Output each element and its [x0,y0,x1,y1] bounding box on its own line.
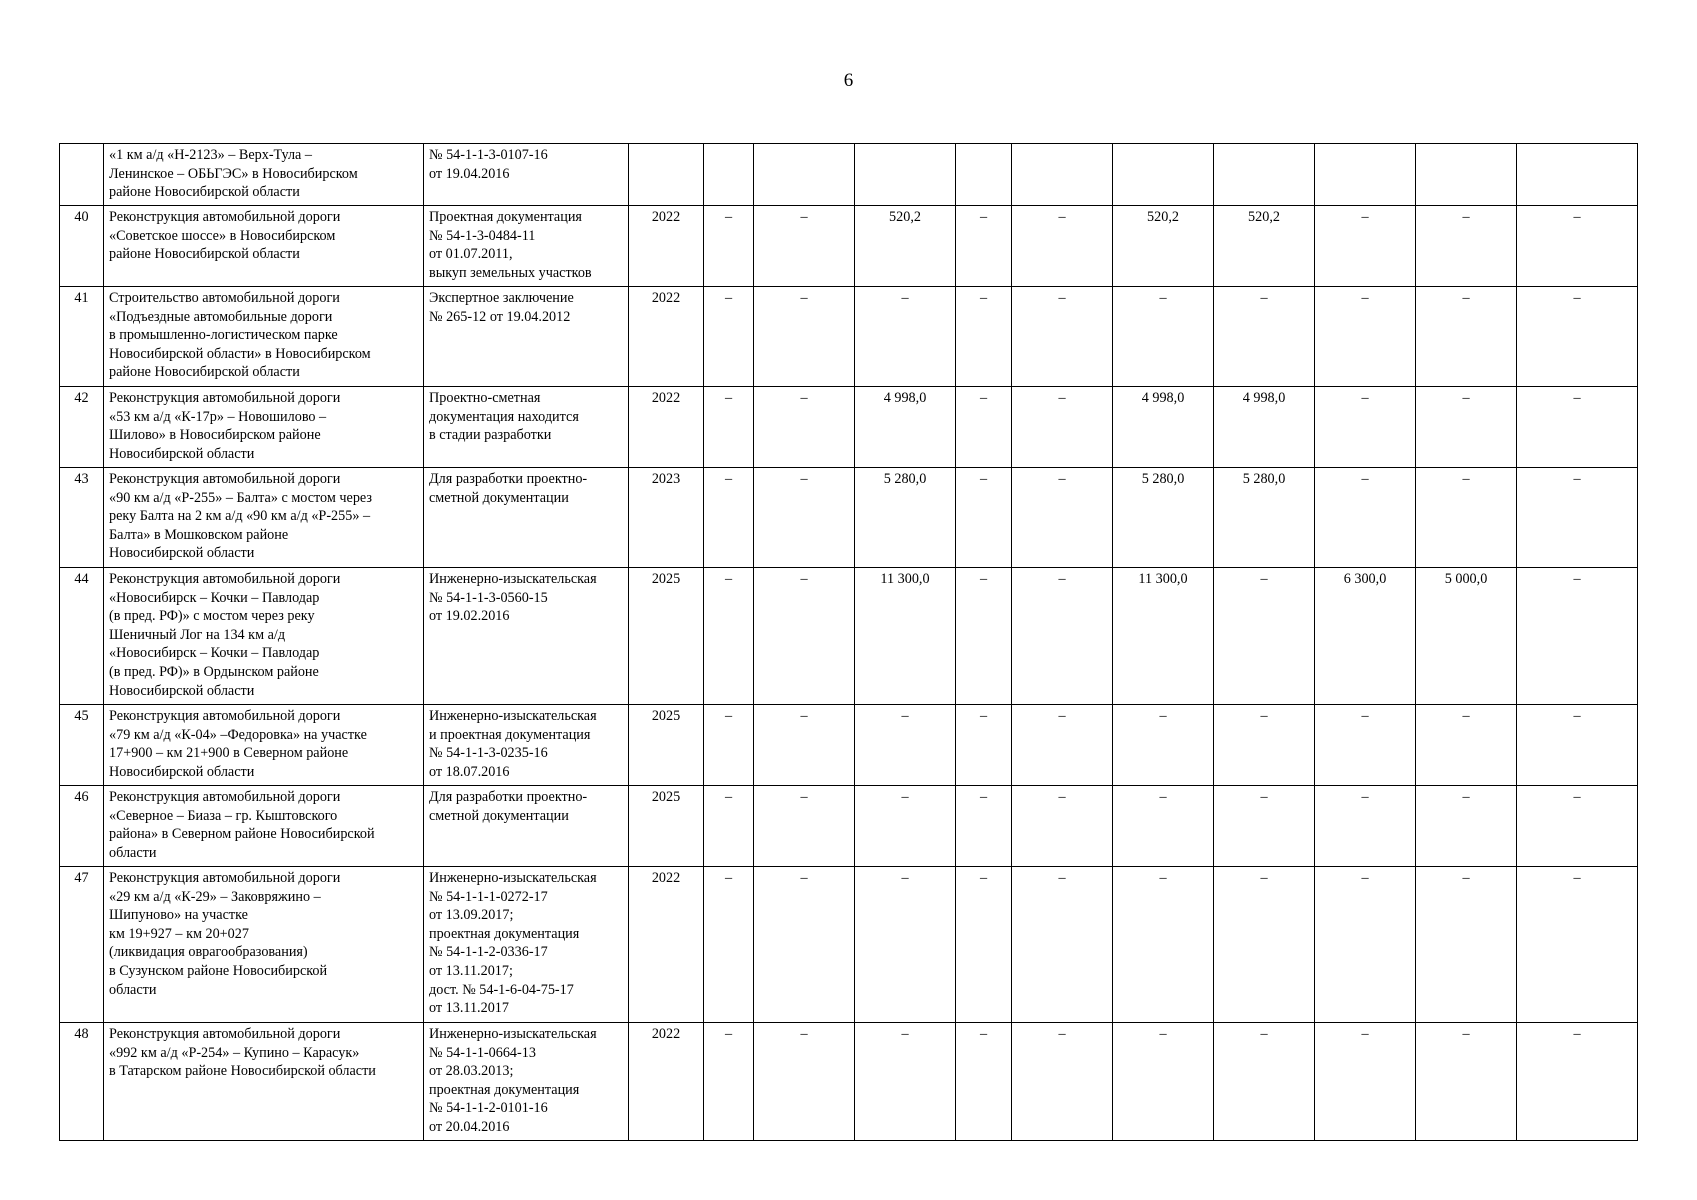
value-cell: 4 998,0 [1214,387,1315,468]
object-name-line: в промышленно-логистическом парке [109,327,338,344]
value-cell: – [1416,786,1517,867]
value-cell: – [1012,287,1113,387]
object-name-line: районе Новосибирской области [109,184,300,201]
object-name-line: Новосибирской области [109,545,255,562]
object-name-line: Шилово» в Новосибирском районе [109,427,321,444]
year-cell: 2025 [629,568,704,705]
value-cell: – [1012,568,1113,705]
object-name-line: Реконструкция автомобильной дороги [109,1026,341,1042]
value-cell [1517,144,1638,206]
value-cell: – [704,867,754,1023]
value-cell: – [1517,387,1638,468]
object-name-line: Реконструкция автомобильной дороги [109,471,341,487]
value-cell: 520,2 [1214,206,1315,287]
row-number: 40 [60,206,104,287]
object-name-line: «29 км а/д «К-29» – Заковряжино – [109,888,321,905]
document-line: от 13.11.2017; [429,962,513,979]
object-name-line: области [109,844,157,861]
value-cell: – [956,287,1012,387]
object-name-line: в Сузунском районе Новосибирской [109,962,328,979]
document-line: проектная документация [429,925,580,942]
value-cell: – [754,705,855,786]
document-line: сметной документации [429,807,569,824]
value-cell: – [956,1023,1012,1141]
value-cell: – [956,705,1012,786]
row-number: 47 [60,867,104,1023]
object-name-line: Балта» в Мошковском районе [109,526,289,543]
value-cell: 6 300,0 [1315,568,1416,705]
document-line: № 54-1-1-3-0107-16 [429,147,548,163]
value-cell: – [754,287,855,387]
document-line: выкуп земельных участков [429,264,592,281]
row-number: 48 [60,1023,104,1141]
table-row [60,786,1638,867]
value-cell: – [1113,705,1214,786]
value-cell: – [1517,287,1638,387]
document-line: и проектная документация [429,726,591,743]
value-cell: 11 300,0 [855,568,956,705]
document-cell [424,867,629,1023]
value-cell: – [956,568,1012,705]
object-name-line: «53 км а/д «К-17р» – Новошилово – [109,408,327,425]
document-line: Проектная документация [429,209,582,225]
value-cell: – [754,1023,855,1141]
document-line: Проектно-сметная [429,390,541,406]
value-cell: – [1012,468,1113,568]
object-name-line: Реконструкция автомобильной дороги [109,789,341,805]
object-name-cell [104,287,424,387]
object-name-line: реку Балта на 2 км а/д «90 км а/д «Р-255» – [109,508,371,525]
value-cell: – [1416,705,1517,786]
object-name-line: районе Новосибирской области [109,246,300,263]
value-cell [754,144,855,206]
table-row [60,867,1638,1023]
document-line: Инженерно-изыскательская [429,1026,597,1042]
value-cell: 4 998,0 [855,387,956,468]
value-cell: – [1214,705,1315,786]
value-cell: – [1315,468,1416,568]
object-name-line: «Советское шоссе» в Новосибирском [109,227,336,244]
value-cell: – [1416,387,1517,468]
value-cell: 5 280,0 [1214,468,1315,568]
document-line: от 13.11.2017 [429,1000,509,1017]
document-line: документация находится [429,408,579,425]
document-line: № 54-1-1-2-0336-17 [429,944,548,961]
object-name-line: (в пред. РФ)» в Ордынском районе [109,663,319,680]
year-cell: 2022 [629,1023,704,1141]
document-line: от 19.02.2016 [429,608,510,625]
object-name-line: Шипуново» на участке [109,907,248,924]
value-cell: – [1214,287,1315,387]
value-cell: – [855,786,956,867]
value-cell: – [754,867,855,1023]
document-line: Инженерно-изыскательская [429,708,597,724]
object-name-line: Реконструкция автомобильной дороги [109,209,341,225]
value-cell: – [1315,287,1416,387]
value-cell [1416,144,1517,206]
object-name-line: Новосибирской области [109,763,255,780]
document-cell [424,705,629,786]
value-cell: – [1214,568,1315,705]
table-row [60,206,1638,287]
object-name-line: «Новосибирск – Кочки – Павлодар [109,645,320,662]
value-cell: – [1012,705,1113,786]
value-cell: – [754,468,855,568]
object-name-line: км 19+927 – км 20+027 [109,925,249,942]
value-cell: – [1315,705,1416,786]
object-name-line: «1 км а/д «Н-2123» – Верх-Тула – [109,147,312,163]
object-name-line: Реконструкция автомобильной дороги [109,390,341,406]
object-name-line: 17+900 – км 21+900 в Северном районе [109,745,349,762]
value-cell [855,144,956,206]
table-row [60,468,1638,568]
value-cell: 520,2 [1113,206,1214,287]
document-cell [424,144,629,206]
object-name-line: Шеничный Лог на 134 км а/д [109,626,286,643]
value-cell: – [1517,206,1638,287]
document-line: Инженерно-изыскательская [429,870,597,886]
object-name-line: (ликвидация оврагообразования) [109,944,308,961]
value-cell: – [1517,568,1638,705]
document-line: № 54-1-3-0484-11 [429,227,536,244]
value-cell: – [1416,867,1517,1023]
value-cell: – [855,287,956,387]
object-name-line: Реконструкция автомобильной дороги [109,870,341,886]
object-name-cell [104,1023,424,1141]
document-line: Для разработки проектно- [429,471,588,487]
object-name-line: «79 км а/д «К-04» –Федоровка» на участке [109,726,367,743]
object-name-line: Строительство автомобильной дороги [109,290,340,306]
object-name-line: «Северное – Биаза – гр. Кыштовского [109,807,338,824]
value-cell: – [1214,786,1315,867]
document-line: № 54-1-1-0664-13 [429,1044,536,1061]
object-name-line: Новосибирской области» в Новосибирском [109,345,371,362]
object-name-cell [104,568,424,705]
value-cell: – [1315,206,1416,287]
document-cell [424,287,629,387]
object-name-line: «Новосибирск – Кочки – Павлодар [109,589,320,606]
value-cell: – [754,387,855,468]
document-line: дост. № 54-1-6-04-75-17 [429,981,574,998]
value-cell: – [704,287,754,387]
value-cell: – [704,468,754,568]
document-cell [424,468,629,568]
document-cell [424,206,629,287]
value-cell: – [1517,1023,1638,1141]
value-cell: – [1214,867,1315,1023]
value-cell: – [1113,867,1214,1023]
document-line: сметной документации [429,489,569,506]
table-row [60,568,1638,705]
table-row [60,387,1638,468]
row-number [60,144,104,206]
object-name-line: (в пред. РФ)» с мостом через реку [109,608,315,625]
value-cell: – [1315,786,1416,867]
value-cell [1012,144,1113,206]
value-cell: – [855,867,956,1023]
document-line: Экспертное заключение [429,290,574,306]
value-cell: – [754,206,855,287]
value-cell [1113,144,1214,206]
value-cell: – [1517,786,1638,867]
year-cell: 2022 [629,287,704,387]
value-cell: – [754,786,855,867]
value-cell: – [704,568,754,705]
table-row [60,1023,1638,1141]
object-name-line: «Подъездные автомобильные дороги [109,308,333,325]
year-cell [629,144,704,206]
value-cell: – [1517,867,1638,1023]
value-cell: 520,2 [855,206,956,287]
row-number: 46 [60,786,104,867]
value-cell: – [956,206,1012,287]
document-cell [424,786,629,867]
value-cell: – [855,705,956,786]
document-line: от 18.07.2016 [429,763,510,780]
object-name-line: Реконструкция автомобильной дороги [109,708,341,724]
object-name-cell [104,705,424,786]
document-cell [424,568,629,705]
value-cell: – [956,468,1012,568]
object-name-cell [104,786,424,867]
value-cell: – [1113,1023,1214,1141]
object-name-line: области [109,981,157,998]
value-cell: 5 000,0 [1416,568,1517,705]
year-cell: 2022 [629,206,704,287]
value-cell: – [704,786,754,867]
object-name-cell [104,206,424,287]
table-row [60,287,1638,387]
row-number: 45 [60,705,104,786]
object-name-line: района» в Северном районе Новосибирской [109,826,375,843]
value-cell: – [1315,387,1416,468]
document-cell [424,387,629,468]
value-cell: – [956,387,1012,468]
value-cell: – [1012,1023,1113,1141]
value-cell: – [1012,387,1113,468]
value-cell [1214,144,1315,206]
object-name-line: Новосибирской области [109,445,255,462]
road-projects-table [59,143,1638,1141]
document-line: от 01.07.2011, [429,246,513,263]
value-cell: – [1113,786,1214,867]
year-cell: 2022 [629,867,704,1023]
object-name-line: «90 км а/д «Р-255» – Балта» с мостом через [109,489,373,506]
value-cell: – [754,568,855,705]
page-number: 6 [843,70,854,91]
document-line: от 19.04.2016 [429,165,510,182]
document-line: № 54-1-1-3-0560-15 [429,589,548,606]
value-cell: – [1315,867,1416,1023]
row-number: 43 [60,468,104,568]
document-line: № 54-1-1-3-0235-16 [429,745,548,762]
value-cell: – [704,387,754,468]
value-cell: 4 998,0 [1113,387,1214,468]
object-name-line: районе Новосибирской области [109,364,300,381]
value-cell: – [956,786,1012,867]
row-number: 44 [60,568,104,705]
table-row [60,705,1638,786]
table-row [60,144,1638,206]
document-line: № 54-1-1-2-0101-16 [429,1100,548,1117]
document-line: от 13.09.2017; [429,907,514,924]
year-cell: 2023 [629,468,704,568]
value-cell: – [1315,1023,1416,1141]
object-name-cell [104,387,424,468]
value-cell: – [956,867,1012,1023]
value-cell: – [1416,287,1517,387]
object-name-cell [104,144,424,206]
value-cell [704,144,754,206]
object-name-line: «992 км а/д «Р-254» – Купино – Карасук» [109,1044,360,1061]
object-name-line: в Татарском районе Новосибирской области [109,1063,376,1080]
value-cell: – [1517,705,1638,786]
year-cell: 2022 [629,387,704,468]
value-cell: – [1517,468,1638,568]
object-name-line: Ленинское – ОБЬГЭС» в Новосибирском [109,165,358,182]
row-number: 42 [60,387,104,468]
object-name-cell [104,867,424,1023]
value-cell: – [704,1023,754,1141]
value-cell: – [1113,287,1214,387]
value-cell [956,144,1012,206]
object-name-cell [104,468,424,568]
value-cell: – [704,705,754,786]
document-line: от 28.03.2013; [429,1063,514,1080]
document-line: проектная документация [429,1081,580,1098]
document-cell [424,1023,629,1141]
document-line: Инженерно-изыскательская [429,571,597,587]
row-number: 41 [60,287,104,387]
document-line: от 20.04.2016 [429,1118,510,1135]
value-cell: 5 280,0 [855,468,956,568]
object-name-line: Новосибирской области [109,682,255,699]
year-cell: 2025 [629,786,704,867]
value-cell: – [704,206,754,287]
value-cell: – [1416,206,1517,287]
value-cell: – [1012,206,1113,287]
document-line: в стадии разработки [429,427,552,444]
value-cell: – [1012,786,1113,867]
document-line: № 265-12 от 19.04.2012 [429,308,571,325]
value-cell: – [1214,1023,1315,1141]
document-line: № 54-1-1-1-0272-17 [429,888,548,905]
value-cell: 5 280,0 [1113,468,1214,568]
value-cell: 11 300,0 [1113,568,1214,705]
year-cell: 2025 [629,705,704,786]
document-line: Для разработки проектно- [429,789,588,805]
value-cell: – [1416,468,1517,568]
value-cell: – [855,1023,956,1141]
object-name-line: Реконструкция автомобильной дороги [109,571,341,587]
value-cell [1315,144,1416,206]
value-cell: – [1012,867,1113,1023]
value-cell: – [1416,1023,1517,1141]
